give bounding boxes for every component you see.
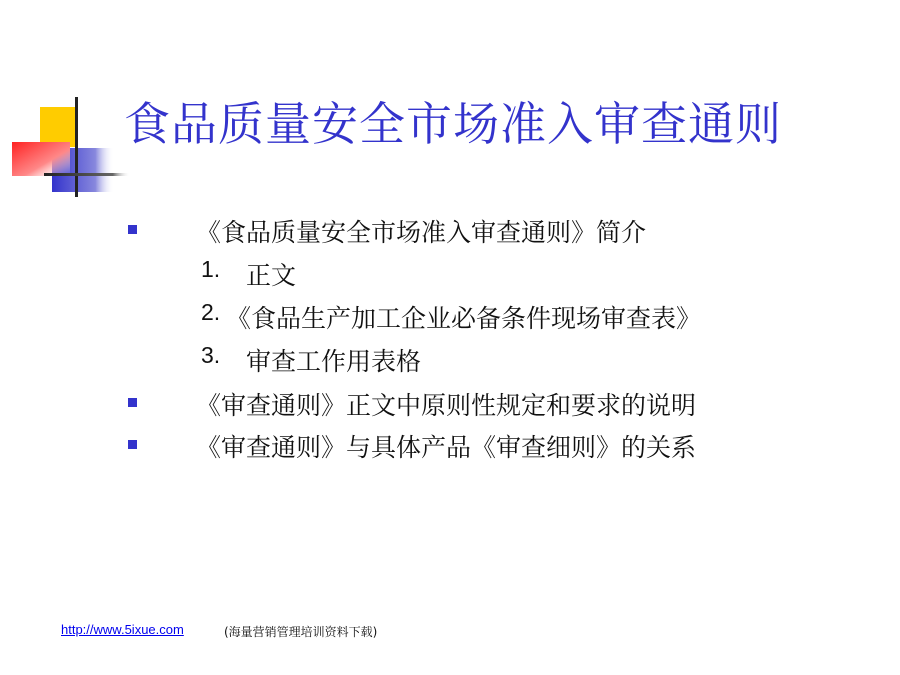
- numbered-item: 正文: [246, 261, 297, 290]
- bullet-marker: [128, 398, 137, 407]
- list-number: 2.: [201, 299, 221, 325]
- bullet-item: 《食品质量安全市场准入审查通则》简介: [196, 218, 647, 247]
- bullet-marker: [128, 440, 137, 449]
- slide-title: 食品质量安全市场准入审查通则: [124, 97, 782, 151]
- numbered-item: 《食品生产加工企业必备条件现场审查表》: [226, 304, 702, 333]
- list-number: 1.: [201, 256, 221, 282]
- footer-link[interactable]: http://www.5ixue.com: [61, 622, 184, 637]
- footer-note: (海量营销管理培训资料下载): [224, 625, 378, 639]
- bullet-item: 《审查通则》与具体产品《审查细则》的关系: [196, 433, 697, 462]
- bullet-item: 《审查通则》正文中原则性规定和要求的说明: [196, 391, 697, 420]
- list-number: 3.: [201, 342, 221, 368]
- bullet-marker: [128, 225, 137, 234]
- numbered-item: 审查工作用表格: [246, 347, 422, 376]
